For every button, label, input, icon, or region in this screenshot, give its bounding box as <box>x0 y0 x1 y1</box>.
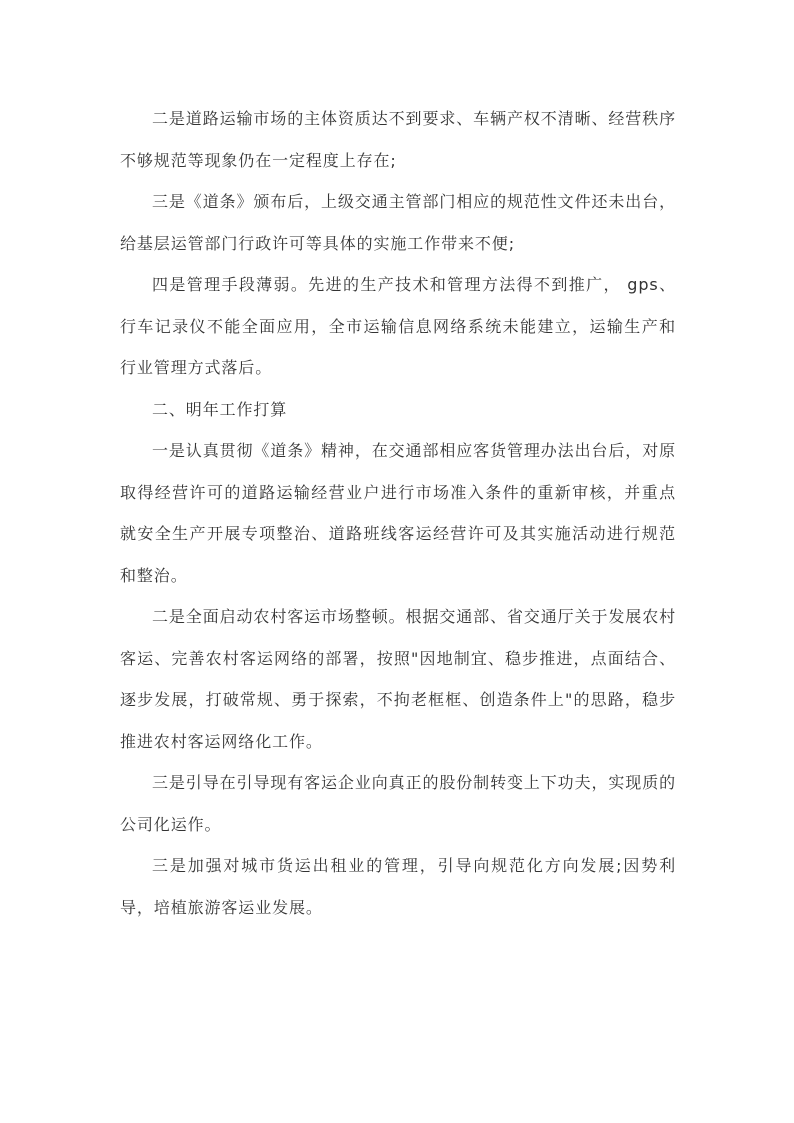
paragraph-plan-rural-transport: 二是全面启动农村客运市场整顿。根据交通部、省交通厅关于发展农村客运、完善农村客运网络的部署，按照"因地制宜、稳步推进，点面结合、逐步发展，打破常规、勇于探索，不拘老框框、创造条件上"的思路，稳步推进农村客运网络化工作。 <box>120 607 676 751</box>
section-heading-next-year-plan: 二、明年工作打算 <box>152 399 288 419</box>
paragraph-problem-regulation: 三是《道条》颁布后，上级交通主管部门相应的规范性文件还未出台，给基层运管部门行政许可等具体的实施工作带来不便; <box>120 192 676 253</box>
paragraph-problem-qualification: 二是道路运输市场的主体资质达不到要求、车辆产权不清晰、经营秩序不够规范等现象仍在一定程度上存在; <box>120 109 676 170</box>
paragraph-plan-city-freight: 三是加强对城市货运出租业的管理，引导向规范化方向发展;因势利导，培植旅游客运业发展。 <box>120 856 676 917</box>
paragraph-plan-corporate: 三是引导在引导现有客运企业向真正的股份制转变上下功夫，实现质的公司化运作。 <box>120 773 676 834</box>
paragraph-problem-management: 四是管理手段薄弱。先进的生产技术和管理方法得不到推广， gps、行车记录仪不能全面应用，全市运输信息网络系统未能建立，运输生产和行业管理方式落后。 <box>120 275 676 377</box>
paragraph-plan-implement: 一是认真贯彻《道条》精神，在交通部相应客货管理办法出台后，对原取得经营许可的道路运输经营业户进行市场准入条件的重新审核，并重点就安全生产开展专项整治、道路班线客运经营许可及其实施活动进行规范和整治。 <box>120 441 676 585</box>
document-body <box>120 98 676 928</box>
